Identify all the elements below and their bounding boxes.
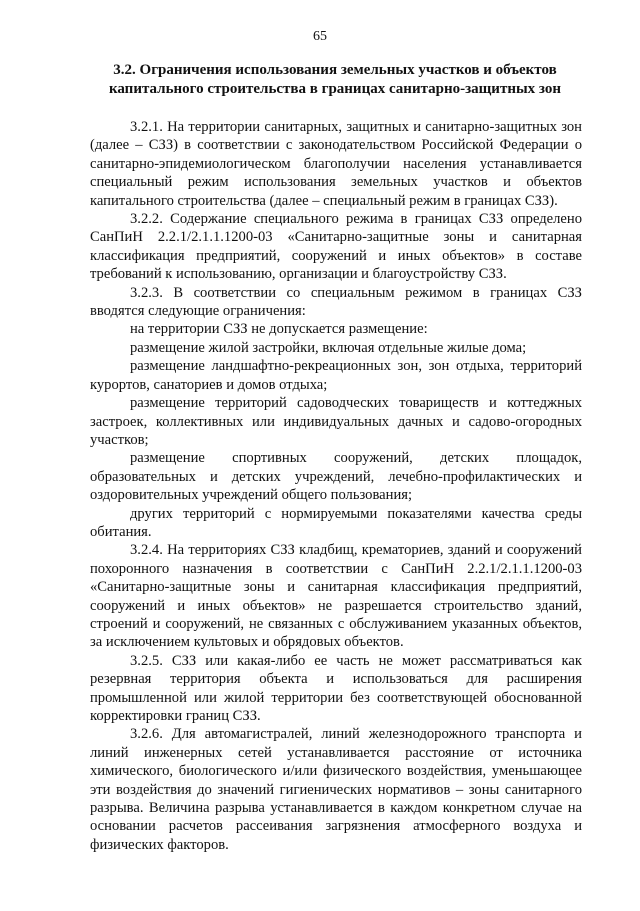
paragraph-3-2-1: 3.2.1. На территории санитарных, защитных и санитарно-защитных зон (далее – СЗЗ) в соответствии с законодательством Российской Федерации о санитарно-эпидемиологическом благополучии населения устанавливается специальный режим использования земельных участков и объектов капитального строительства (далее – специальный режим в границах СЗЗ). xyxy=(90,119,582,209)
section-heading-line-2: капитального строительства в границах санитарно-защитных зон xyxy=(108,81,562,97)
paragraph-3-2-5: 3.2.5. СЗЗ или какая-либо ее часть не может рассматриваться как резервная территория объекта и использоваться для расширения промышленной или жилой территории без соответствующей обоснованной корректировки границ СЗЗ. xyxy=(90,652,582,724)
restriction-item-sports-education: размещение спортивных сооружений, детских площадок, образовательных и детских учреждений, лечебно-профилактических и оздоровительных учреждений общего пользования; xyxy=(90,450,582,504)
paragraph-3-2-2: 3.2.2. Содержание специального режима в границах СЗЗ определено СанПиН 2.2.1/2.1.1.1200-03 «Санитарно-защитные зоны и санитарная классификация предприятий, сооружений и иных объектов» в составе требований к использованию, организации и благоустройству СЗЗ. xyxy=(90,211,582,283)
restriction-item-gardening: размещение территорий садоводческих товариществ и коттеджных застроек, коллективных или индивидуальных дачных и садово-огородных участков; xyxy=(90,395,582,448)
document-body xyxy=(90,118,582,854)
page-number: 65 xyxy=(313,29,327,44)
paragraph-3-2-3: 3.2.3. В соответствии со специальным режимом в границах СЗЗ вводятся следующие ограничения: xyxy=(90,284,582,320)
restriction-item-other-territories: других территорий с нормируемыми показателями качества среды обитания. xyxy=(90,505,582,540)
paragraph-3-2-6: 3.2.6. Для автомагистралей, линий железнодорожного транспорта и линий инженерных сетей устанавливается расстояние от источника химического, биологического и/или физического воздействия, уменьшающее эти воздействия до значений гигиенических нормативов – зоны санитарного разрыва. Величина разрыва устанавливается в каждом конкретном случае на основании расчетов рассеивания загрязнения атмосферного воздуха и физических факторов. xyxy=(90,726,582,853)
section-heading xyxy=(90,61,580,99)
restriction-item-recreation: размещение ландшафтно-рекреационных зон, зон отдыха, территорий курортов, санаториев и домов отдыха; xyxy=(90,358,582,393)
restriction-intro: на территории СЗЗ не допускается размещение: xyxy=(130,321,428,338)
restriction-item-housing: размещение жилой застройки, включая отдельные жилые дома; xyxy=(130,339,527,356)
section-heading-line-1: 3.2. Ограничения использования земельных участков и объектов xyxy=(113,62,557,78)
paragraph-3-2-4: 3.2.4. На территориях СЗЗ кладбищ, крематориев, зданий и сооружений похоронного назначения в соответствии с СанПиН 2.2.1/2.1.1.1200-03 «Санитарно-защитные зоны и санитарная классификация предприятий, сооружений и иных объектов» не разрешается строительство зданий, строений и сооружений, не связанных с обслуживанием указанных объектов, за исключением культовых и обрядовых объектов. xyxy=(90,542,582,651)
